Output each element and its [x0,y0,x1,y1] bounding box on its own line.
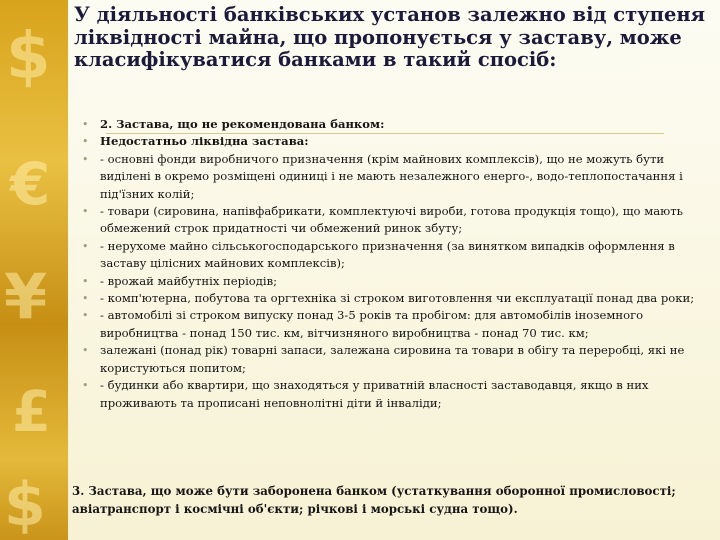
list-item [82,133,702,150]
pound-symbol-icon: £ [12,380,51,445]
list-item-text: Недостатньо ліквідна застава: [100,134,309,149]
slide-content [68,0,720,540]
dollar-symbol-icon: $ [4,470,46,540]
bullet-icon: • [82,152,89,166]
list-item [82,203,702,238]
euro-symbol-icon: € [10,150,51,218]
list-item-text: - товари (сировина, напівфабрикати, комплектуючі вироби, готова продукція тощо), що мають обмежений строк придатності чи обмежений ринок збуту; [100,204,683,236]
list-item [82,238,702,273]
bullet-list [82,116,702,412]
slide-title: У діяльності банківських установ залежно від ступеня ліквідності майна, що пропонується у заставу, може класифікуватися банками в такий спосіб: [74,3,706,71]
list-item-text: - автомобілі зі строком випуску понад 3-5 років та пробігом: для автомобілів іноземного виробництва - понад 150 тис. км, вітчизняного виробництва - понад 70 тис. км; [100,308,644,340]
yen-symbol-icon: ¥ [4,260,48,333]
bullet-icon: • [82,118,89,131]
bullet-icon: • [82,274,89,288]
bullet-icon: • [82,205,89,219]
list-item-text: - врожай майбутніх періодів; [100,273,278,288]
list-item [82,290,702,307]
list-item [82,377,702,412]
bullet-icon: • [82,379,89,393]
list-item [82,342,702,377]
list-item [82,273,702,290]
list-item-text: - основні фонди виробничого призначення (крім майнових комплексів), що не можуть бути виділені в окремо розміщені одиниці і не мають незалежного енерго-, водо-теплопостачання і під'їзних колій; [100,151,683,201]
list-item-text: 2. Застава, що не рекомендована банком: [100,117,385,131]
list-item [82,307,702,342]
list-item [82,151,702,203]
bullet-icon: • [82,344,89,358]
list-item-text: - комп'ютерна, побутова та оргтехніка зі строком виготовлення чи експлуатації понад два роки; [100,291,695,306]
list-item-text: - будинки або квартири, що знаходяться у приватній власності заставодавця, якщо в них проживають та прописані неповнолітні діти й інваліди; [100,378,649,410]
footer-paragraph: 3. Застава, що може бути заборонена банком (устаткування оборонної промисловості; авіатранспорт і космічні об'єкти; річкові і морські судна тощо). [72,484,676,516]
bullet-icon: • [82,292,89,306]
list-item-text: - нерухоме майно сільськогосподарського призначення (за винятком випадків оформлення в заставу цілісних майнових комплексів); [100,238,675,271]
decorative-currency-band [0,0,68,540]
list-item-text: залежані (понад рік) товарні запаси, залежана сировина та товари в обігу та переробці, які не користуються попитом; [100,343,685,375]
list-item [82,116,702,133]
bullet-icon: • [82,239,89,253]
bullet-icon: • [82,135,89,149]
dollar-symbol-icon: $ [6,20,51,94]
bullet-icon: • [82,309,89,323]
